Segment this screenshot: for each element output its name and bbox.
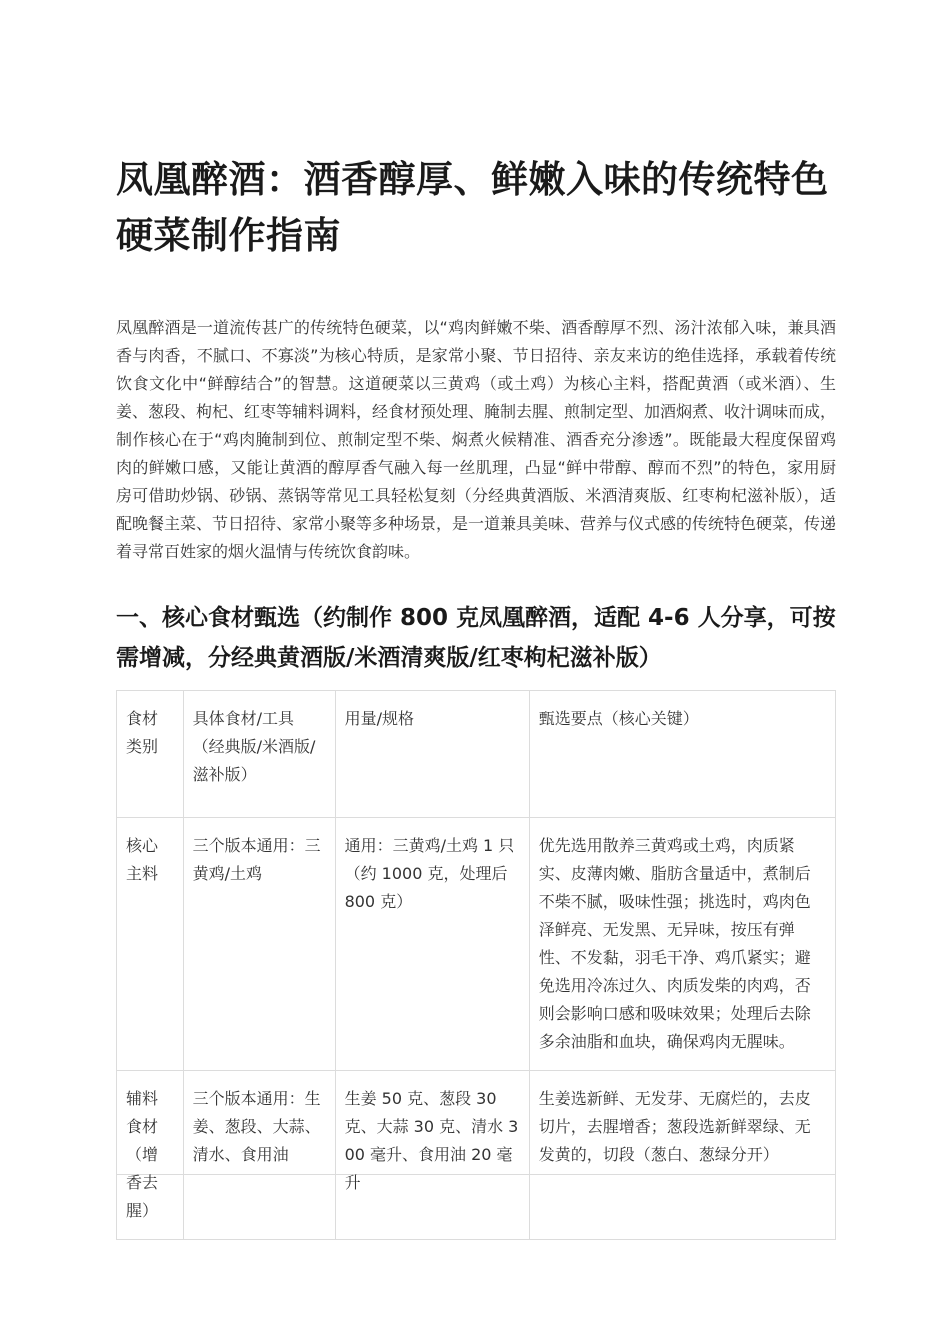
ingredients-table <box>116 690 836 1240</box>
cell-ingredient: 三个版本通用：三黄鸡/土鸡 <box>183 818 335 1071</box>
header-quantity: 用量/规格 <box>335 691 529 818</box>
cell-category: 辅料食材（增香去腥） <box>117 1071 184 1240</box>
header-selection-tips: 甄选要点（核心关键） <box>529 691 835 818</box>
cell-quantity: 生姜 50 克、葱段 30 克、大蒜 30 克、清水 300 毫升、食用油 20 毫升 <box>335 1071 529 1240</box>
table-header-row <box>117 691 836 818</box>
ingredients-table-container <box>116 690 836 1220</box>
table-row <box>117 818 836 1071</box>
cell-ingredient: 三个版本通用：生姜、葱段、大蒜、清水、食用油 <box>183 1071 335 1240</box>
intro-paragraph: 凤凰醉酒是一道流传甚广的传统特色硬菜，以“鸡肉鲜嫩不柴、酒香醇厚不烈、汤汁浓郁入味，兼具酒香与肉香，不腻口、不寡淡”为核心特质，是家常小聚、节日招待、亲友来访的绝佳选择，承载着传统饮食文化中“鲜醇结合”的智慧。这道硬菜以三黄鸡（或土鸡）为核心主料，搭配黄酒（或米酒）、生姜、葱段、枸杞、红枣等辅料调料，经食材预处理、腌制去腥、煎制定型、加酒焖煮、收汁调味而成，制作核心在于“鸡肉腌制到位、煎制定型不柴、焖煮火候精准、酒香充分渗透”。既能最大程度保留鸡肉的鲜嫩口感，又能让黄酒的醇厚香气融入每一丝肌理，凸显“鲜中带醇、醇而不烈”的特色，家用厨房可借助炒锅、砂锅、蒸锅等常见工具轻松复刻（分经典黄酒版、米酒清爽版、红枣枸杞滋补版），适配晚餐主菜、节日招待、家常小聚等多种场景，是一道兼具美味、营养与仪式感的传统特色硬菜，传递着寻常百姓家的烟火温情与传统饮食韵味。 <box>116 318 837 561</box>
cell-quantity: 通用：三黄鸡/土鸡 1 只（约 1000 克，处理后 800 克） <box>335 818 529 1071</box>
cell-category: 核心主料 <box>117 818 184 1071</box>
header-ingredient: 具体食材/工具（经典版/米酒版/滋补版） <box>183 691 335 818</box>
header-category: 食材类别 <box>117 691 184 818</box>
section-heading-ingredients: 一、核心食材甄选（约制作 800 克凤凰醉酒，适配 4-6 人分享，可按需增减，分经典黄酒版/米酒清爽版/红枣枸杞滋补版） <box>116 605 836 671</box>
document-title: 凤凰醉酒：酒香醇厚、鲜嫩入味的传统特色硬菜制作指南 <box>116 158 829 257</box>
table-row <box>117 1071 836 1240</box>
cell-selection-tips: 生姜选新鲜、无发芽、无腐烂的，去皮切片，去腥增香；葱段选新鲜翠绿、无发黄的，切段（葱白、葱绿分开） <box>529 1071 835 1240</box>
document-page <box>116 152 837 1220</box>
cell-selection-tips: 优先选用散养三黄鸡或土鸡，肉质紧实、皮薄肉嫩、脂肪含量适中，煮制后不柴不腻，吸味性强；挑选时，鸡肉色泽鲜亮、无发黑、无异味，按压有弹性、不发黏，羽毛干净、鸡爪紧实；避免选用冷冻过久、肉质发柴的肉鸡，否则会影响口感和吸味效果；处理后去除多余油脂和血块，确保鸡肉无腥味。 <box>529 818 835 1071</box>
